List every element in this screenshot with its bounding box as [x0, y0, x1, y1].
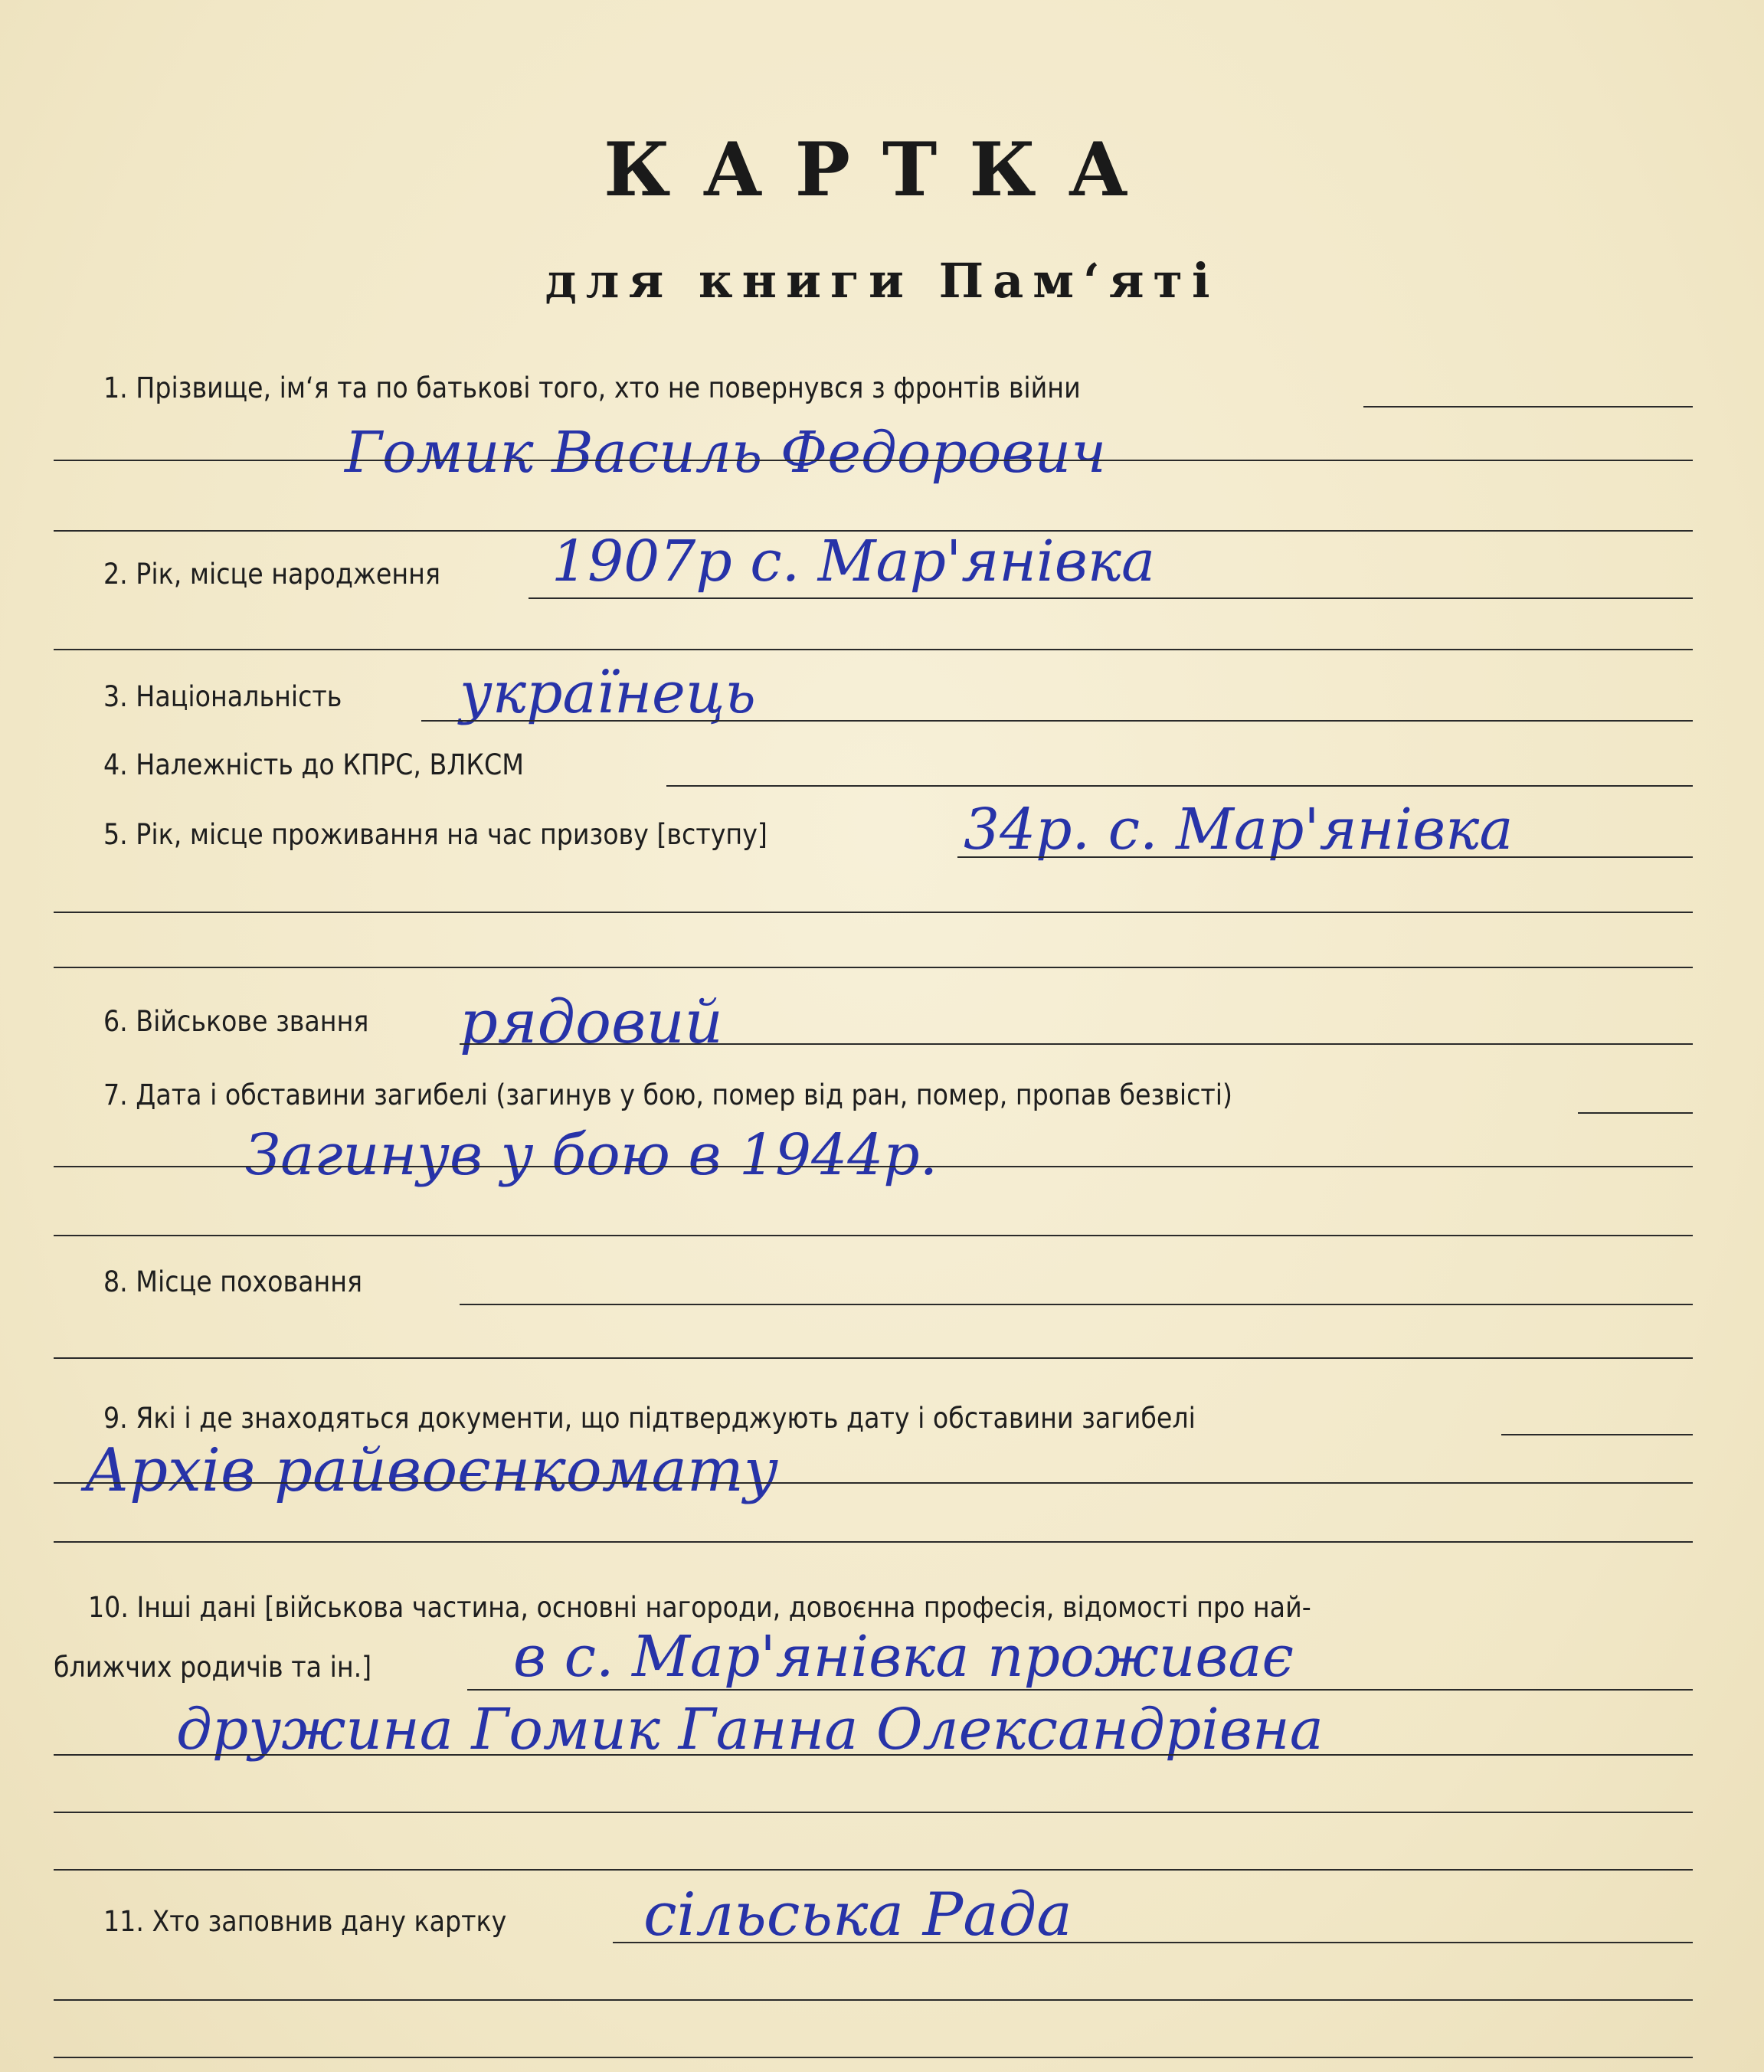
field-6-line: [460, 1043, 1693, 1045]
field-5-label: 5. Рік, місце проживання на час призову [вступу]: [103, 818, 767, 851]
field-1-label: 1. Прізвище, ім‘я та по батькові того, хто не повернувся з фронтів війни: [103, 372, 1081, 404]
card-subtitle: для книги Пам‘яті: [545, 253, 1219, 309]
field-5-line: [54, 912, 1693, 913]
field-5-line: [957, 856, 1693, 858]
field-11-line: [54, 2057, 1693, 2058]
field-4-line: [666, 785, 1693, 787]
field-1-line: [54, 460, 1693, 461]
field-1-value: Гомик Василь Федорович: [345, 420, 1107, 486]
field-10-line: [467, 1689, 1693, 1691]
field-10-value-line1: в с. Мар'янівка проживає: [513, 1624, 1294, 1690]
field-10-label-line1: 10. Інші дані [військова частина, основні нагороди, довоєнна професія, відомості про най-: [88, 1591, 1311, 1624]
field-7-value: Загинув у бою в 1944р.: [245, 1122, 938, 1188]
field-5-line: [54, 967, 1693, 968]
field-11-value: сільська Рада: [643, 1881, 1072, 1949]
field-7-line: [54, 1235, 1693, 1236]
field-2-line: [529, 597, 1693, 599]
field-8-line: [460, 1304, 1693, 1305]
field-11-line: [613, 1942, 1693, 1943]
field-9-line: [54, 1541, 1693, 1543]
field-6-label: 6. Військове звання: [103, 1005, 369, 1038]
field-10-line: [54, 1754, 1693, 1756]
field-7-label: 7. Дата і обставини загибелі (загинув у бою, помер від ран, помер, пропав безвісті): [103, 1079, 1233, 1111]
field-9-line: [1501, 1434, 1693, 1435]
field-11-line: [54, 1999, 1693, 2001]
field-7-line: [1578, 1112, 1693, 1114]
field-2-label: 2. Рік, місце народження: [103, 558, 440, 591]
card-title: КАРТКА: [604, 126, 1160, 213]
field-2-line: [54, 649, 1693, 650]
field-5-value: 34р. с. Мар'янівка: [964, 797, 1514, 863]
field-3-line: [421, 720, 1693, 722]
field-3-value: українець: [460, 660, 756, 726]
field-9-label: 9. Які і де знаходяться документи, що підтверджують дату і обставини загибелі: [103, 1402, 1196, 1435]
field-8-line: [54, 1357, 1693, 1359]
field-8-label: 8. Місце поховання: [103, 1265, 363, 1298]
field-4-label: 4. Належність до КПРС, ВЛКСМ: [103, 748, 524, 781]
field-9-line: [54, 1482, 1693, 1484]
field-11-label: 11. Хто заповнив дану картку: [103, 1905, 507, 1938]
field-10-line: [54, 1812, 1693, 1813]
field-6-value: рядовий: [460, 988, 723, 1057]
field-3-label: 3. Національність: [103, 680, 342, 713]
field-2-value: 1907р с. Мар'янівка: [551, 529, 1156, 594]
field-10-value-line2: дружина Гомик Ганна Олександрівна: [176, 1697, 1324, 1763]
field-10-line: [54, 1869, 1693, 1871]
field-7-line: [54, 1166, 1693, 1167]
field-9-value: Архів райвоєнкомату: [84, 1436, 779, 1505]
field-1-line: [1363, 406, 1693, 408]
field-10-label-line2: ближчих родичів та ін.]: [54, 1651, 372, 1684]
